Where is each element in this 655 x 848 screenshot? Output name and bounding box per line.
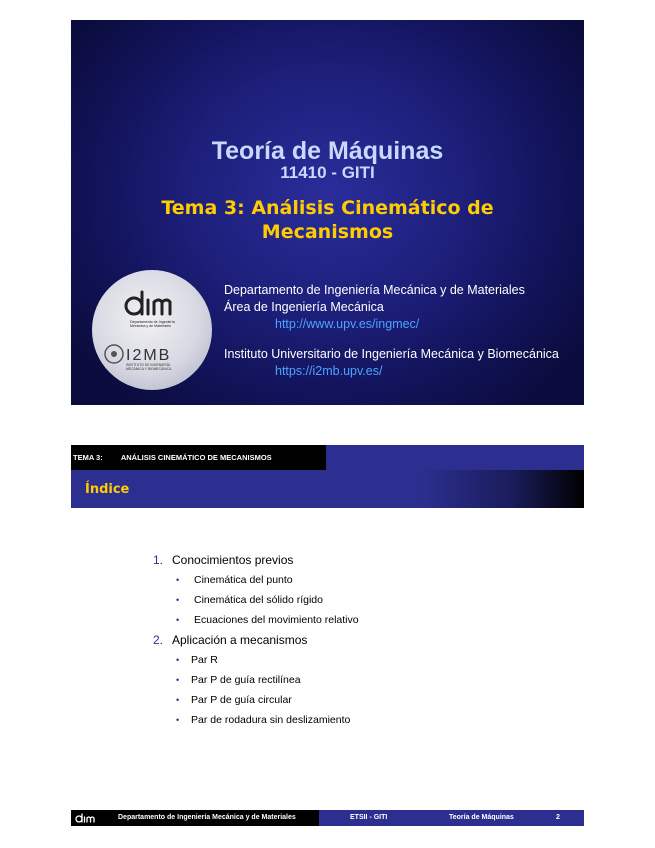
bullet-icon: • [176,595,180,605]
index-subitem: • Par de rodadura sin deslizamiento [153,710,359,730]
department-name: Departamento de Ingeniería Mecánica y de Materiales [224,283,525,297]
footer-course: Teoría de Máquinas [449,814,514,821]
topic-title [131,196,524,244]
footer-school: ETSII - GITI [350,814,388,821]
i2mb-caption-line1: INSTITUTO DE INGENIERÍA [126,363,171,367]
dim-caption-line1: Departamento de Ingeniería [130,320,175,324]
institution-logo-disc [92,270,212,390]
bullet-icon: • [176,695,180,705]
topic-title-line2: Mecanismos [261,221,394,243]
index-number: 2. [153,633,164,647]
institution-info [224,282,559,380]
dim-i2mb-logo-icon [92,270,212,390]
section-band [71,470,584,508]
header-topic-title: ANÁLISIS CINEMÁTICO DE MECANISMOS [120,453,272,462]
index-number: 1. [153,553,164,567]
index-subitem: • Ecuaciones del movimiento relativo [153,610,359,630]
topic-title-line1: Tema 3: Análisis Cinemático de [161,197,494,219]
index-label: Conocimientos previos [172,553,294,567]
index-item-1 [153,550,359,570]
i2mb-wordmark: I2MB [126,347,172,364]
course-title: Teoría de Máquinas [211,137,444,165]
index-item-2 [153,630,359,650]
index-subitem: • Cinemática del sólido rígido [153,590,359,610]
slide-header [71,445,584,470]
bullet-icon: • [176,575,180,585]
slide-footer [71,810,584,826]
bullet-icon: • [176,675,180,685]
dim-caption-line2: Mecánica y de Materiales [130,324,171,328]
header-topic-number: TEMA 3: [73,453,103,462]
course-code: 11410 - GITI [280,163,375,182]
bullet-icon: • [176,655,180,665]
institute-name: Instituto Universitario de Ingeniería Mecánica y Biomecánica [224,347,559,361]
index-label: Aplicación a mecanismos [172,633,308,647]
department-url-link[interactable]: http://www.upv.es/ingmec/ [275,317,420,331]
index-slide [71,445,584,831]
dim-logo-icon [74,811,96,825]
footer-page-number: 2 [556,814,560,821]
index-subitem: • Par P de guía rectilínea [153,670,359,690]
index-subitem: • Par P de guía circular [153,690,359,710]
title-slide [71,20,584,405]
bullet-icon: • [176,615,180,625]
index-subitem: • Cinemática del punto [153,570,359,590]
institute-url-link[interactable]: https://i2mb.upv.es/ [275,364,383,378]
footer-department: Departamento de Ingeniería Mecánica y de Materiales [118,814,296,821]
bullet-icon: • [176,715,180,725]
index-subitem: • Par R [153,650,359,670]
section-title: Índice [85,482,130,497]
area-name: Área de Ingeniería Mecánica [224,300,384,314]
index-list [153,550,359,730]
i2mb-caption-line2: MECÁNICA Y BIOMECÁNICA [126,367,172,371]
